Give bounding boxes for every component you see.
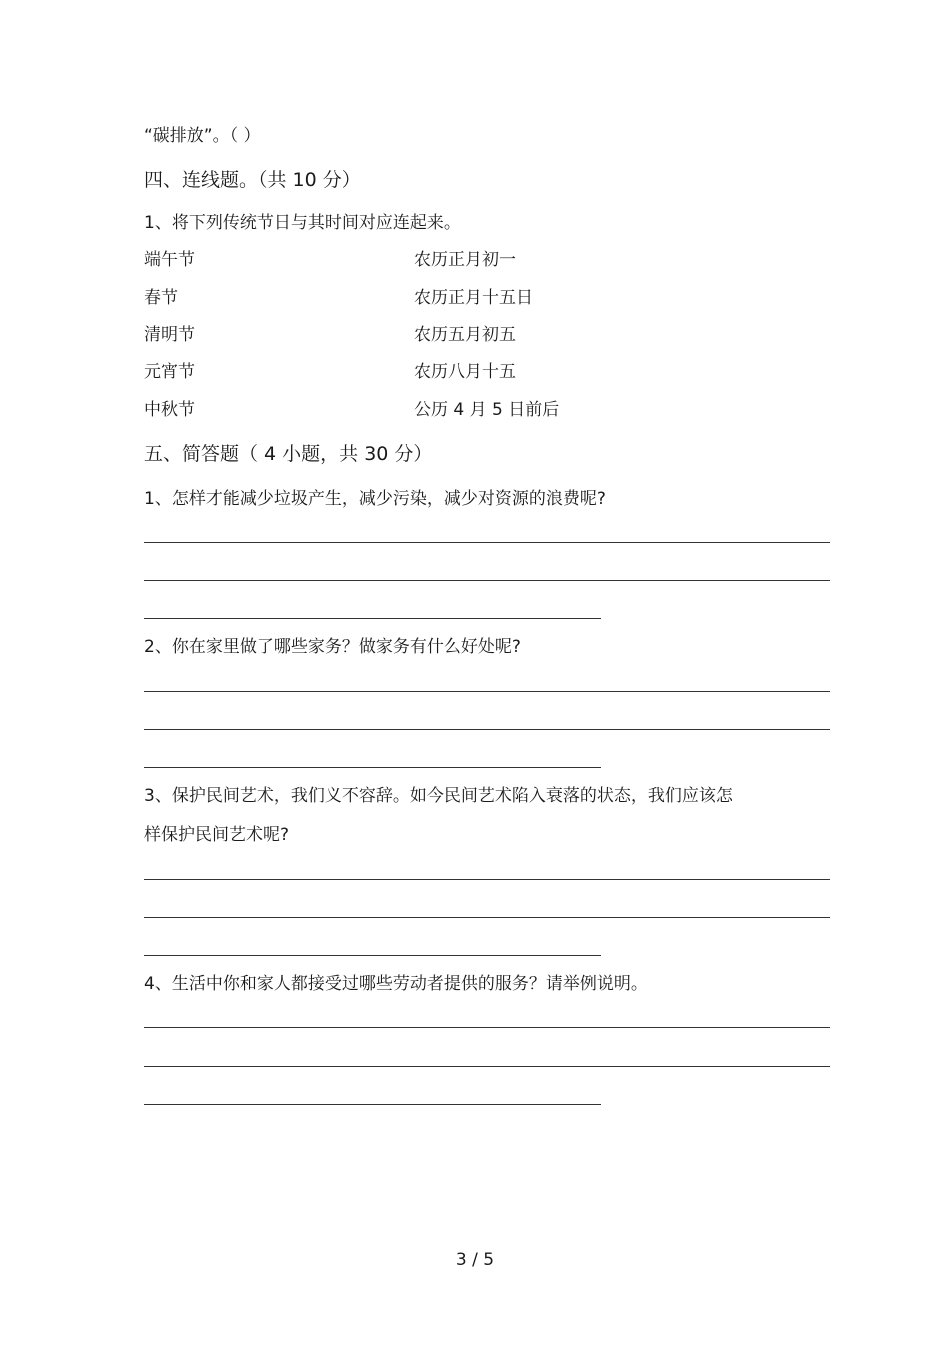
answer-line[interactable]: [144, 691, 830, 692]
answer-line[interactable]: [144, 955, 601, 956]
question-text: 4、生活中你和家人都接受过哪些劳动者提供的服务？请举例说明。: [144, 974, 648, 994]
answer-line[interactable]: [144, 729, 830, 730]
question-text: 2、你在家里做了哪些家务？做家务有什么好处呢?: [144, 637, 521, 657]
answer-line[interactable]: [144, 542, 830, 543]
answer-line[interactable]: [144, 917, 830, 918]
answer-line[interactable]: [144, 767, 601, 768]
answer-line[interactable]: [144, 618, 601, 619]
top-fragment: “碳排放”。（ ）: [144, 126, 261, 146]
question-text: 3、保护民间艺术，我们义不容辞。如今民间艺术陷入衰落的状态，我们应该怎: [144, 786, 733, 806]
question-text: 1、怎样才能减少垃圾产生，减少污染，减少对资源的浪费呢?: [144, 489, 606, 509]
answer-line[interactable]: [144, 879, 830, 880]
question-text-continued: 样保护民间艺术呢?: [144, 825, 290, 845]
festival-item: 清明节: [144, 325, 195, 345]
answer-line[interactable]: [144, 1027, 830, 1028]
answer-line[interactable]: [144, 580, 830, 581]
festival-item: 元宵节: [144, 362, 195, 382]
festival-item: 春节: [144, 288, 178, 308]
section4-instruction: 1、将下列传统节日与其时间对应连起来。: [144, 213, 461, 233]
date-item: 农历八月十五: [414, 362, 516, 382]
date-item: 农历五月初五: [414, 325, 516, 345]
section5-heading: 五、简答题（ 4 小题，共 30 分）: [144, 443, 433, 465]
answer-line[interactable]: [144, 1104, 601, 1105]
date-item: 公历 4 月 5 日前后: [414, 400, 560, 420]
section4-heading: 四、连线题。（共 10 分）: [144, 169, 361, 191]
festival-item: 端午节: [144, 250, 195, 270]
date-item: 农历正月初一: [414, 250, 516, 270]
festival-item: 中秋节: [144, 400, 195, 420]
date-item: 农历正月十五日: [414, 288, 533, 308]
page-number: 3 / 5: [455, 1250, 495, 1270]
answer-line[interactable]: [144, 1066, 830, 1067]
